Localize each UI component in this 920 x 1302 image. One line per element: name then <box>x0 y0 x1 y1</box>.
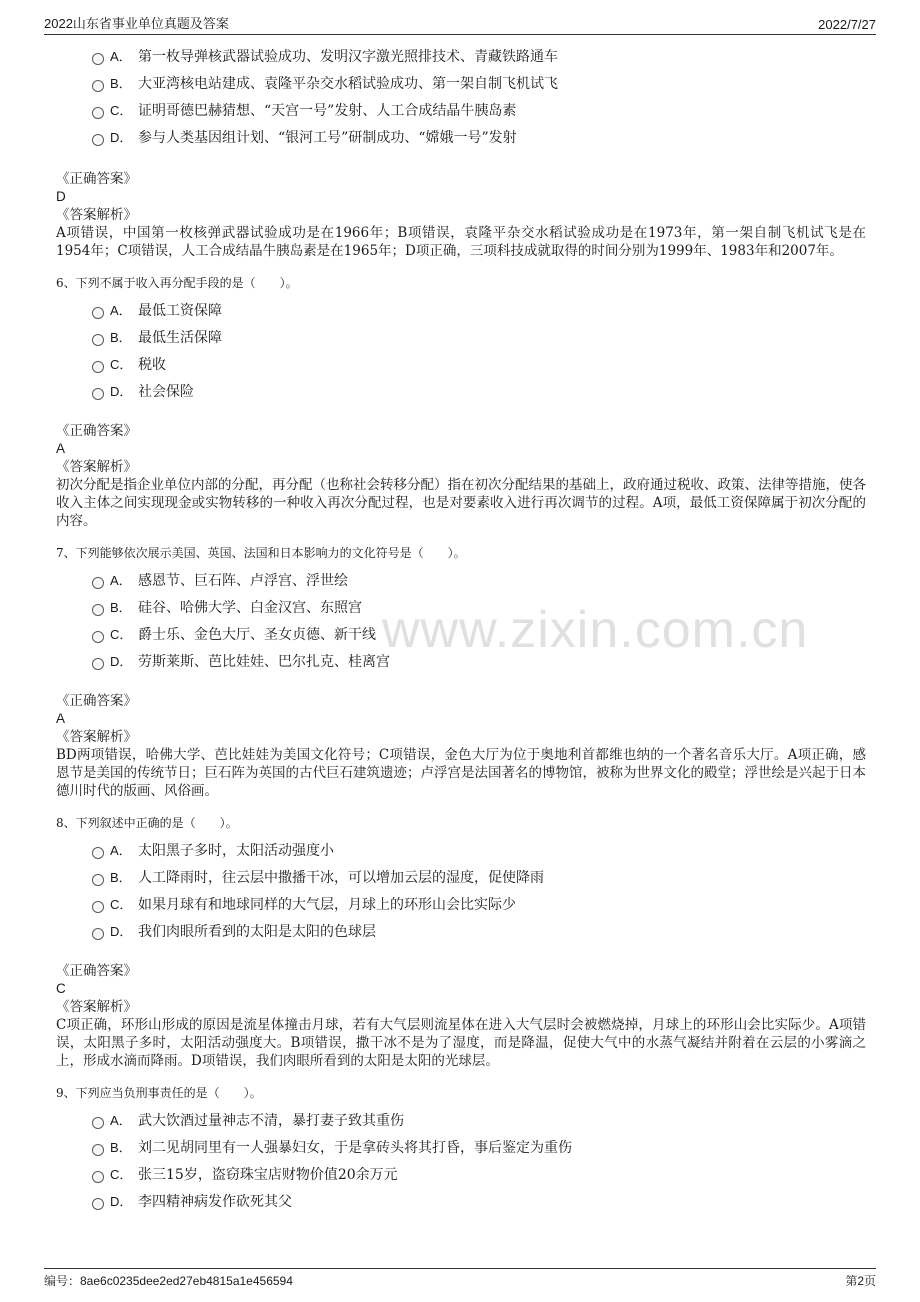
radio-button[interactable] <box>92 388 104 400</box>
question-title: 9、下列应当负刑事责任的是（ ）。 <box>56 1086 262 1100</box>
question-6 <box>56 274 866 530</box>
question-list <box>56 42 866 1214</box>
analysis-label: 《答案解析》 <box>56 207 137 223</box>
answer-value: A <box>56 711 66 726</box>
radio-button[interactable] <box>92 361 104 373</box>
radio-button[interactable] <box>92 1144 104 1156</box>
option-d[interactable]: D． 劳斯莱斯、芭比娃娃、巴尔扎克、桂离宫 <box>56 647 866 674</box>
option-c[interactable]: C． 爵士乐、金色大厅、圣女贞德、新干线 <box>56 620 866 647</box>
option-a[interactable]: A． 太阳黑子多时，太阳活动强度小 <box>56 836 866 863</box>
document-id: 编号：8ae6c0235dee2ed27eb4815a1e456594 <box>44 1274 293 1288</box>
header-date: 2022/7/27 <box>818 17 876 32</box>
radio-button[interactable] <box>92 107 104 119</box>
radio-button[interactable] <box>92 874 104 886</box>
analysis-label: 《答案解析》 <box>56 459 137 475</box>
page-header <box>44 10 876 35</box>
watermark: www.zixin.com.cn <box>382 601 809 659</box>
radio-button[interactable] <box>92 53 104 65</box>
analysis-text: C项正确，环形山形成的原因是流星体撞击月球，若有大气层则流星体在进入大气层时会被燃烧掉，月球上的环形山会比实际少。A项错误，太阳黑子多时，太阳活动强度大。B项错误，撒干冰不是为了湿度，而是降温，促使大气中的水蒸气凝结并附着在云层的小雾滴之上，形成水滴而降雨。D项错误，我们肉眼所看到的太阳是太阳的光球层。 <box>56 1017 866 1069</box>
option-b[interactable]: B． 大亚湾核电站建成、袁隆平杂交水稻试验成功、第一架自制飞机试飞 <box>56 69 866 96</box>
answer-label: 《正确答案》 <box>56 963 137 979</box>
radio-button[interactable] <box>92 577 104 589</box>
answer-value: A <box>56 441 66 456</box>
option-a[interactable]: A． 最低工资保障 <box>56 296 866 323</box>
answer-label: 《正确答案》 <box>56 423 137 439</box>
radio-button[interactable] <box>92 928 104 940</box>
answer-value: C <box>56 981 66 996</box>
radio-button[interactable] <box>92 847 104 859</box>
analysis-text: BD两项错误，哈佛大学、芭比娃娃为美国文化符号；C项错误，金色大厅为位于奥地利首都维也纳的一个著名音乐大厅。A项正确，感恩节是美国的传统节日；巨石阵为英国的古代巨石建筑遗迹；卢浮宫是法国著名的博物馆，被称为世界文化的殿堂；浮世绘是兴起于日本德川时代的版画、风俗画。 <box>56 747 866 799</box>
option-c[interactable]: C． 张三15岁，盗窃珠宝店财物价值20余万元 <box>56 1160 866 1187</box>
radio-button[interactable] <box>92 307 104 319</box>
radio-button[interactable] <box>92 1117 104 1129</box>
radio-button[interactable] <box>92 1198 104 1210</box>
option-d[interactable]: D． 参与人类基因组计划、“银河工号”研制成功、“嫦娥一号”发射 <box>56 123 866 150</box>
question-8 <box>56 814 866 1070</box>
radio-button[interactable] <box>92 631 104 643</box>
radio-button[interactable] <box>92 80 104 92</box>
analysis-label: 《答案解析》 <box>56 999 137 1015</box>
radio-button[interactable] <box>92 658 104 670</box>
radio-button[interactable] <box>92 134 104 146</box>
option-b[interactable]: B． 最低生活保障 <box>56 323 866 350</box>
answer-value: D <box>56 189 66 204</box>
page-footer <box>44 1268 876 1294</box>
answer-label: 《正确答案》 <box>56 693 137 709</box>
analysis-text: A项错误，中国第一枚核弹武器试验成功是在1966年；B项错误，袁隆平杂交水稻试验成功是在1973年，第一架自制飞机试飞是在1954年；C项错误，人工合成结晶牛胰岛素是在1965年；D项正确，三项科技成就取得的时间分别为1999年、1983年和2007年。 <box>56 225 866 259</box>
answer-label: 《正确答案》 <box>56 171 137 187</box>
option-d[interactable]: D． 我们肉眼所看到的太阳是太阳的色球层 <box>56 917 866 944</box>
option-a[interactable]: A． 感恩节、巨石阵、卢浮宫、浮世绘 <box>56 566 866 593</box>
question-title: 7、下列能够依次展示美国、英国、法国和日本影响力的文化符号是（ ）。 <box>56 546 466 560</box>
analysis-text: 初次分配是指企业单位内部的分配，再分配（也称社会转移分配）指在初次分配结果的基础上，政府通过税收、政策、法律等措施，使各收入主体之间实现现金或实物转移的一种收入再次分配过程，也是对要素收入进行再次调节的过程。A项，最低工资保障属于初次分配的内容。 <box>56 477 866 529</box>
header-title: 2022山东省事业单位真题及答案 <box>44 16 229 31</box>
option-b[interactable]: B． 人工降雨时，往云层中撒播干冰，可以增加云层的湿度，促使降雨 <box>56 863 866 890</box>
question-title: 8、下列叙述中正确的是（ ）。 <box>56 816 238 830</box>
radio-button[interactable] <box>92 901 104 913</box>
question-9 <box>56 1084 866 1214</box>
radio-button[interactable] <box>92 334 104 346</box>
option-b[interactable]: B． 硅谷、哈佛大学、白金汉宫、东照宫 <box>56 593 866 620</box>
option-b[interactable]: B． 刘二见胡同里有一人强暴妇女，于是拿砖头将其打昏，事后鉴定为重伤 <box>56 1133 866 1160</box>
option-d[interactable]: D． 李四精神病发作砍死其父 <box>56 1187 866 1214</box>
option-a[interactable]: A． 第一枚导弹核武器试验成功、发明汉字激光照排技术、青藏铁路通车 <box>56 42 866 69</box>
page-number: 第2页 <box>845 1274 876 1288</box>
question-7 <box>56 544 866 800</box>
option-c[interactable]: C． 税收 <box>56 350 866 377</box>
option-c[interactable]: C． 如果月球有和地球同样的大气层，月球上的环形山会比实际少 <box>56 890 866 917</box>
radio-button[interactable] <box>92 604 104 616</box>
option-c[interactable]: C． 证明哥德巴赫猜想、“天宫一号”发射、人工合成结晶牛胰岛素 <box>56 96 866 123</box>
option-d[interactable]: D． 社会保险 <box>56 377 866 404</box>
option-a[interactable]: A． 武大饮酒过量神志不清，暴打妻子致其重伤 <box>56 1106 866 1133</box>
radio-button[interactable] <box>92 1171 104 1183</box>
question-5 <box>56 42 866 260</box>
analysis-label: 《答案解析》 <box>56 729 137 745</box>
question-title: 6、下列不属于收入再分配手段的是（ ）。 <box>56 276 298 290</box>
